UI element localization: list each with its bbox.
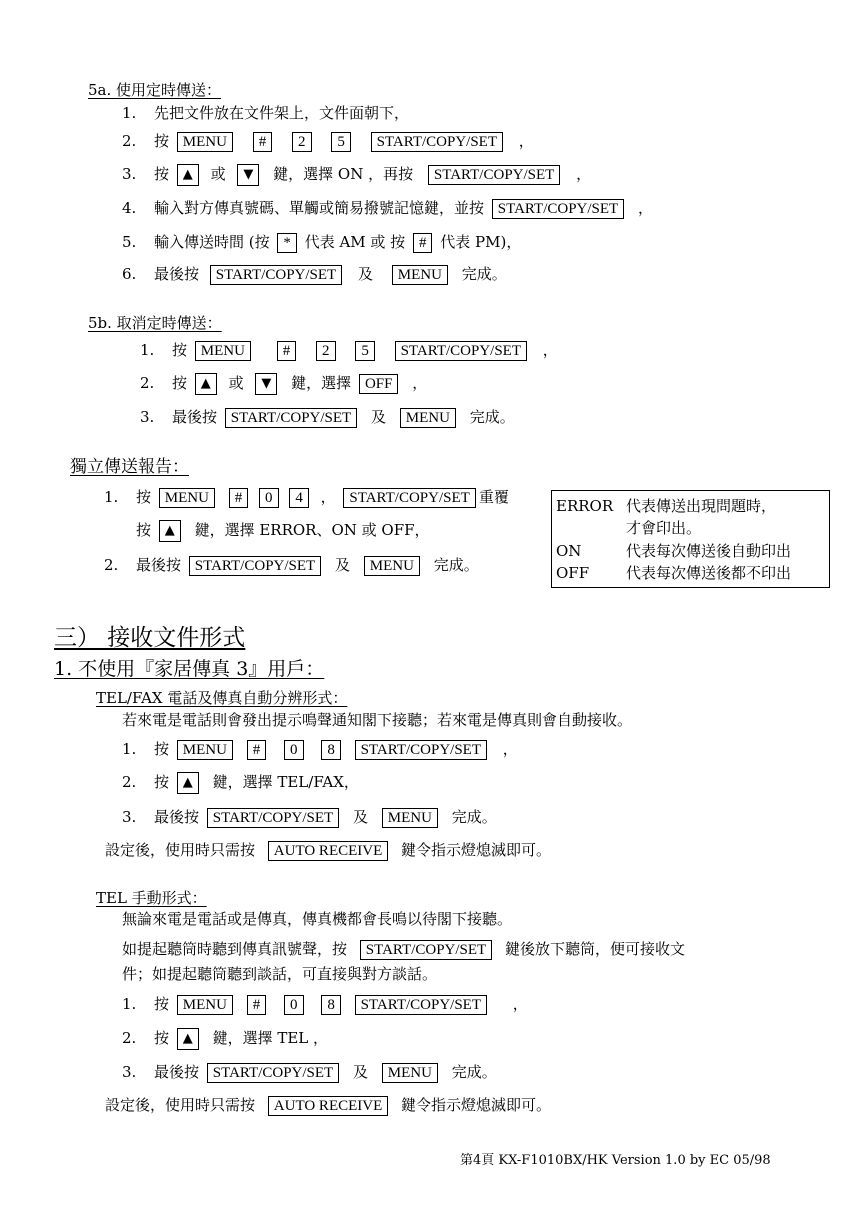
key-4: 4	[289, 488, 309, 508]
key-8: 8	[321, 740, 341, 760]
step-telfax-2: 2. 按 ▲ 鍵，選擇 TEL/FAX，	[122, 772, 359, 794]
key-menu: MENU	[392, 265, 448, 285]
key-auto-receive: AUTO RECEIVE	[268, 1096, 388, 1116]
key-start-copy-set: START/COPY/SET	[207, 1063, 339, 1083]
legend-row-error-cont: 才會印出。	[626, 519, 702, 537]
key-start-copy-set: START/COPY/SET	[225, 408, 357, 428]
key-start-copy-set: START/COPY/SET	[207, 808, 339, 828]
page-footer: 第4頁 KX-F1010BX/HK Version 1.0 by EC 05/98	[460, 1153, 771, 1168]
step-report-2: 2. 最後按 START/COPY/SET 及 MENU 完成。	[104, 556, 479, 574]
key-start-copy-set: START/COPY/SET	[371, 132, 503, 152]
key-menu: MENU	[177, 995, 233, 1015]
up-arrow-key-icon: ▲	[177, 772, 199, 794]
step-5a-4: 4. 輸入對方傳真號碼、單觸或簡易撥號記憶鍵，並按 START/COPY/SET ，	[122, 199, 654, 217]
report-legend-box	[551, 490, 830, 588]
step-5b-3: 3. 最後按 START/COPY/SET 及 MENU 完成。	[140, 408, 515, 426]
legend-row-on: ON 代表每次傳送後自動印出	[556, 542, 792, 560]
down-arrow-key-icon: ▼	[237, 164, 259, 186]
key-start-copy-set: START/COPY/SET	[395, 341, 527, 361]
down-arrow-key-icon: ▼	[255, 373, 277, 395]
tel-desc-3: 件；如提起聽筒聽到談話，可直接與對方談話。	[122, 965, 438, 983]
key-start-copy-set: START/COPY/SET	[360, 940, 492, 960]
section-5b-title: 5b. 取消定時傳送：	[88, 314, 222, 332]
step-5a-6: 6. 最後按 START/COPY/SET 及 MENU 完成。	[122, 265, 507, 283]
step-5b-1: 1. 按 MENU # 2 5 START/COPY/SET ，	[140, 341, 558, 359]
step-tel-1: 1. 按 MENU # 0 8 START/COPY/SET ，	[122, 995, 528, 1013]
step-tel-3: 3. 最後按 START/COPY/SET 及 MENU 完成。	[122, 1063, 497, 1081]
up-arrow-key-icon: ▲	[159, 520, 181, 542]
tel-desc-1: 無論來電是電話或是傳真，傳真機都會長鳴以待閣下接聽。	[122, 910, 513, 928]
key-0: 0	[284, 740, 304, 760]
key-start-copy-set: START/COPY/SET	[428, 165, 560, 185]
key-hash: #	[247, 995, 267, 1015]
step-tel-2: 2. 按 ▲ 鍵，選擇 TEL ，	[122, 1028, 328, 1050]
key-hash: #	[247, 740, 267, 760]
up-arrow-key-icon: ▲	[177, 164, 199, 186]
key-5: 5	[355, 341, 375, 361]
key-hash: #	[229, 488, 249, 508]
step-5b-2: 2. 按 ▲ 或 ▼ 鍵，選擇 OFF ，	[140, 373, 427, 395]
section-3-heading: 三） 接收文件形式	[54, 625, 246, 651]
key-menu: MENU	[177, 132, 233, 152]
section-3-subheading: 1. 不使用『家居傳真 3』用戶：	[54, 658, 325, 680]
key-start-copy-set: START/COPY/SET	[343, 488, 475, 508]
key-off: OFF	[359, 374, 399, 394]
key-star: *	[277, 233, 297, 253]
key-auto-receive: AUTO RECEIVE	[268, 841, 388, 861]
telfax-after: 設定後，使用時只需按 AUTO RECEIVE 鍵令指示燈熄滅即可。	[105, 841, 552, 859]
legend-row-error: ERROR 代表傳送出現問題時，	[556, 497, 777, 515]
step-report-1b: 按 ▲ 鍵，選擇 ERROR、ON 或 OFF，	[136, 520, 430, 542]
key-hash: #	[253, 132, 273, 152]
key-0: 0	[259, 488, 279, 508]
key-hash: #	[413, 233, 433, 253]
key-menu: MENU	[159, 488, 215, 508]
tel-desc-2: 如提起聽筒時聽到傳真訊號聲，按 START/COPY/SET 鍵後放下聽筒，便可接收文	[122, 940, 686, 958]
key-menu: MENU	[382, 1063, 438, 1083]
key-8: 8	[321, 995, 341, 1015]
tel-title: TEL 手動形式：	[96, 889, 207, 907]
key-2: 2	[292, 132, 312, 152]
report-title: 獨立傳送報告：	[70, 457, 189, 477]
key-start-copy-set: START/COPY/SET	[189, 556, 321, 576]
telfax-desc: 若來電是電話則會發出提示鳴聲通知閣下接聽；若來電是傳真則會自動接收。	[122, 711, 633, 729]
step-telfax-3: 3. 最後按 START/COPY/SET 及 MENU 完成。	[122, 808, 497, 826]
key-0: 0	[284, 995, 304, 1015]
key-start-copy-set: START/COPY/SET	[210, 265, 342, 285]
telfax-title: TEL/FAX 電話及傳真自動分辨形式：	[96, 689, 348, 707]
key-start-copy-set: START/COPY/SET	[355, 740, 487, 760]
legend-row-off: OFF 代表每次傳送後都不印出	[556, 564, 792, 582]
key-5: 5	[331, 132, 351, 152]
step-report-1: 1. 按 MENU # 0 4 ， START/COPY/SET 重覆	[104, 488, 509, 506]
step-5a-3: 3. 按 ▲ 或 ▼ 鍵，選擇 ON ，再按 START/COPY/SET ，	[122, 164, 591, 186]
up-arrow-key-icon: ▲	[177, 1028, 199, 1050]
step-5a-5: 5. 輸入傳送時間 (按 * 代表 AM 或 按 # 代表 PM)，	[122, 233, 522, 251]
section-5a-title: 5a. 使用定時傳送：	[88, 81, 222, 99]
key-start-copy-set: START/COPY/SET	[355, 995, 487, 1015]
key-2: 2	[316, 341, 336, 361]
key-hash: #	[277, 341, 297, 361]
key-menu: MENU	[400, 408, 456, 428]
tel-after: 設定後，使用時只需按 AUTO RECEIVE 鍵令指示燈熄滅即可。	[105, 1096, 552, 1114]
key-start-copy-set: START/COPY/SET	[492, 199, 624, 219]
step-5a-2: 2. 按 MENU # 2 5 START/COPY/SET ，	[122, 132, 534, 150]
key-menu: MENU	[382, 808, 438, 828]
step-5a-1: 1. 先把文件放在文件架上，文件面朝下，	[122, 104, 410, 122]
key-menu: MENU	[195, 341, 251, 361]
key-menu: MENU	[364, 556, 420, 576]
up-arrow-key-icon: ▲	[195, 373, 217, 395]
step-telfax-1: 1. 按 MENU # 0 8 START/COPY/SET ，	[122, 740, 518, 758]
key-menu: MENU	[177, 740, 233, 760]
